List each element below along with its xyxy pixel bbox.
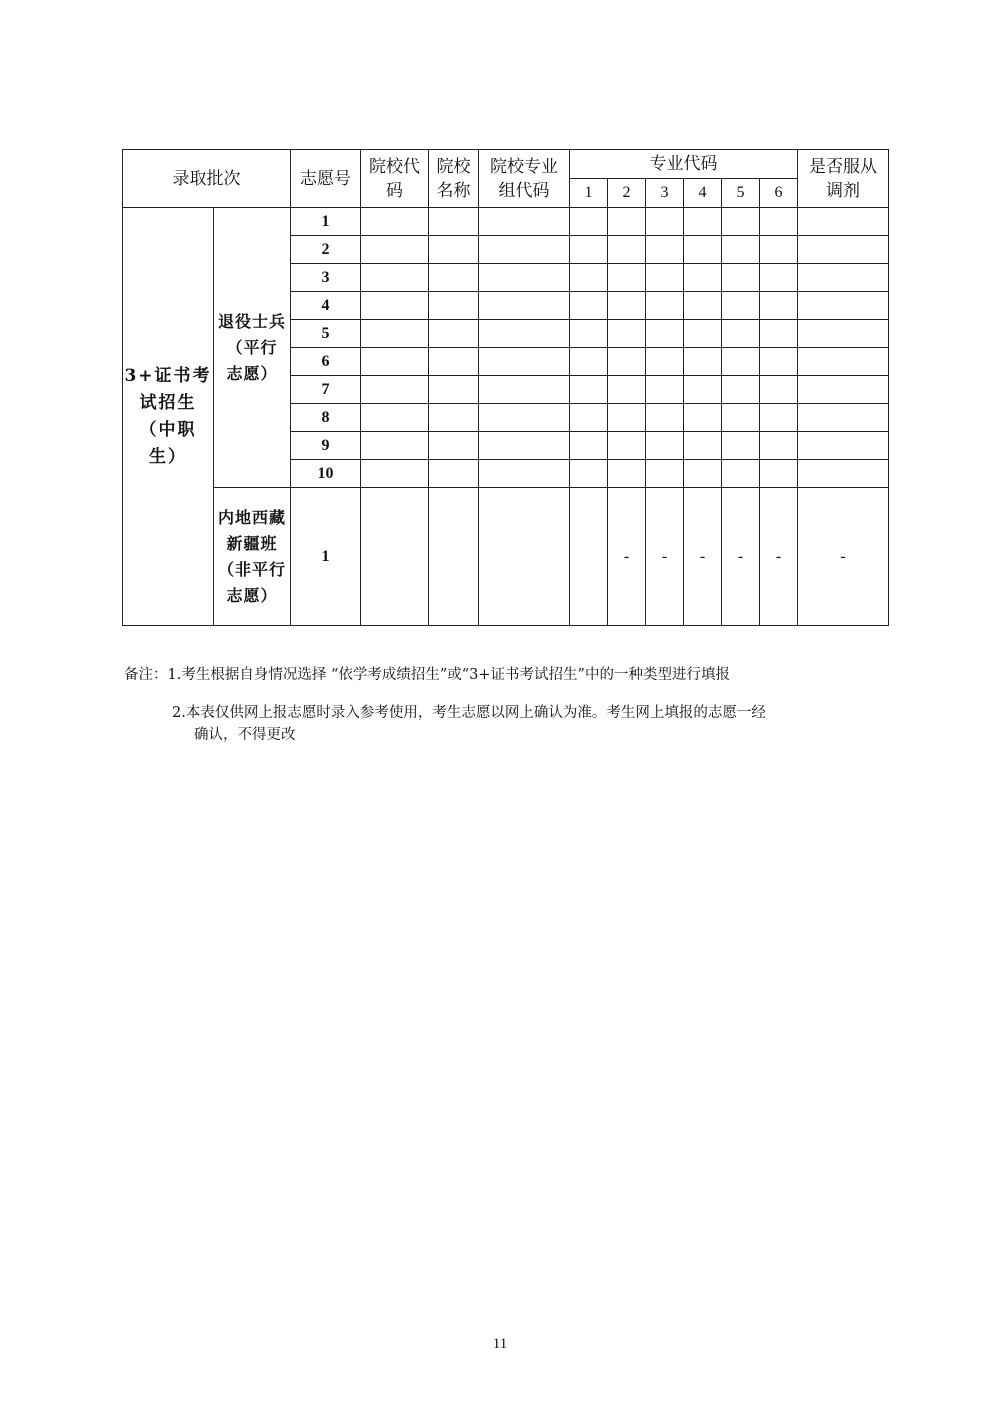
cell-input[interactable] — [570, 488, 608, 626]
major-subcol: 2 — [608, 179, 646, 208]
category-veterans: 退役士兵 （平行 志愿） — [214, 208, 291, 488]
cell-input[interactable] — [479, 404, 570, 432]
choice-number: 1 — [291, 488, 361, 626]
cell-input[interactable] — [429, 404, 479, 432]
major-subcol: 4 — [684, 179, 722, 208]
choice-number: 7 — [291, 376, 361, 404]
cell-input[interactable] — [361, 320, 429, 348]
cell-input[interactable] — [684, 292, 722, 320]
choice-number: 8 — [291, 404, 361, 432]
choice-number: 6 — [291, 348, 361, 376]
cell-input[interactable] — [479, 488, 570, 626]
cell-input[interactable] — [798, 264, 889, 292]
cell-input[interactable] — [646, 348, 684, 376]
header-school-code: 院校代 码 — [361, 150, 429, 208]
cell-input[interactable] — [570, 432, 608, 460]
cell-input[interactable] — [479, 208, 570, 236]
cell-input[interactable] — [361, 348, 429, 376]
major-subcol: 3 — [646, 179, 684, 208]
header-adjust: 是否服从 调剂 — [798, 150, 889, 208]
cell-input[interactable] — [361, 404, 429, 432]
cell-input[interactable] — [429, 264, 479, 292]
choice-number: 4 — [291, 292, 361, 320]
cell-input[interactable] — [361, 376, 429, 404]
cell-input[interactable] — [479, 292, 570, 320]
cell-input[interactable] — [722, 264, 760, 292]
cell-input[interactable] — [608, 404, 646, 432]
cell-input[interactable] — [479, 264, 570, 292]
cell-input[interactable] — [361, 432, 429, 460]
cell-input[interactable] — [798, 432, 889, 460]
application-form-table — [122, 149, 889, 626]
cell-input[interactable] — [684, 348, 722, 376]
cell-input[interactable] — [479, 236, 570, 264]
cell-input[interactable] — [570, 460, 608, 488]
cell-input[interactable] — [684, 432, 722, 460]
choice-number: 2 — [291, 236, 361, 264]
choice-number: 3 — [291, 264, 361, 292]
cell-input[interactable] — [646, 404, 684, 432]
cell-input[interactable] — [570, 208, 608, 236]
cell-input[interactable] — [479, 320, 570, 348]
cell-input[interactable] — [361, 264, 429, 292]
cell-input[interactable] — [722, 320, 760, 348]
cell-input[interactable] — [361, 208, 429, 236]
cell-input[interactable] — [684, 320, 722, 348]
cell-input[interactable] — [429, 208, 479, 236]
note-2-line-2: 确认，不得更改 — [194, 727, 296, 743]
cell-input[interactable] — [646, 208, 684, 236]
cell-input[interactable] — [608, 292, 646, 320]
choice-number: 1 — [291, 208, 361, 236]
cell-input[interactable] — [760, 460, 798, 488]
choice-number: 10 — [291, 460, 361, 488]
cell-input[interactable] — [722, 376, 760, 404]
cell-input[interactable] — [429, 488, 479, 626]
cell-input[interactable] — [608, 264, 646, 292]
cell-input[interactable] — [722, 460, 760, 488]
cell-input[interactable] — [570, 236, 608, 264]
cell-input[interactable] — [722, 348, 760, 376]
dash-cell: - — [684, 488, 722, 626]
cell-input[interactable] — [798, 236, 889, 264]
cell-input[interactable] — [608, 460, 646, 488]
cell-input[interactable] — [798, 292, 889, 320]
batch-label: 3+证书考 试招生 （中职 生） — [123, 208, 214, 626]
choice-number: 9 — [291, 432, 361, 460]
cell-input[interactable] — [760, 320, 798, 348]
cell-input[interactable] — [798, 376, 889, 404]
note-2-line-1: 2.本表仅供网上报志愿时录入参考使用，考生志愿以网上确认为准。考生网上填报的志愿一经 — [172, 705, 766, 721]
cell-input[interactable] — [608, 320, 646, 348]
cell-input[interactable] — [760, 348, 798, 376]
header-group-code: 院校专业 组代码 — [479, 150, 570, 208]
cell-input[interactable] — [646, 432, 684, 460]
cell-input[interactable] — [429, 432, 479, 460]
cell-input[interactable] — [722, 236, 760, 264]
cell-input[interactable] — [722, 292, 760, 320]
cell-input[interactable] — [608, 236, 646, 264]
cell-input[interactable] — [361, 236, 429, 264]
cell-input[interactable] — [429, 320, 479, 348]
page-number: 11 — [492, 1336, 508, 1352]
cell-input[interactable] — [722, 404, 760, 432]
cell-input[interactable] — [798, 348, 889, 376]
cell-input[interactable] — [798, 320, 889, 348]
cell-input[interactable] — [429, 236, 479, 264]
cell-input[interactable] — [570, 348, 608, 376]
dash-cell: - — [646, 488, 684, 626]
notes-section — [124, 664, 904, 746]
cell-input[interactable] — [684, 404, 722, 432]
cell-input[interactable] — [429, 376, 479, 404]
header-major-code: 专业代码 — [570, 150, 798, 179]
cell-input[interactable] — [684, 236, 722, 264]
cell-input[interactable] — [760, 404, 798, 432]
major-subcol: 1 — [570, 179, 608, 208]
cell-input[interactable] — [608, 348, 646, 376]
cell-input[interactable] — [646, 264, 684, 292]
cell-input[interactable] — [429, 460, 479, 488]
cell-input[interactable] — [646, 236, 684, 264]
cell-input[interactable] — [798, 460, 889, 488]
dash-cell: - — [798, 488, 889, 626]
cell-input[interactable] — [570, 404, 608, 432]
cell-input[interactable] — [646, 460, 684, 488]
cell-input[interactable] — [608, 376, 646, 404]
cell-input[interactable] — [684, 264, 722, 292]
cell-input[interactable] — [760, 376, 798, 404]
cell-input[interactable] — [684, 460, 722, 488]
cell-input[interactable] — [570, 320, 608, 348]
cell-input[interactable] — [760, 264, 798, 292]
cell-input[interactable] — [608, 208, 646, 236]
category-xinjiang: 内地西藏 新疆班 （非平行 志愿） — [214, 488, 291, 626]
cell-input[interactable] — [722, 432, 760, 460]
cell-input[interactable] — [798, 404, 889, 432]
cell-input[interactable] — [479, 348, 570, 376]
cell-input[interactable] — [646, 376, 684, 404]
cell-input[interactable] — [760, 208, 798, 236]
cell-input[interactable] — [361, 488, 429, 626]
header-batch: 录取批次 — [123, 150, 291, 208]
major-subcol: 6 — [760, 179, 798, 208]
cell-input[interactable] — [570, 376, 608, 404]
header-choice-no: 志愿号 — [291, 150, 361, 208]
major-subcol: 5 — [722, 179, 760, 208]
cell-input[interactable] — [429, 348, 479, 376]
cell-input[interactable] — [429, 292, 479, 320]
cell-input[interactable] — [646, 292, 684, 320]
cell-input[interactable] — [570, 264, 608, 292]
cell-input[interactable] — [570, 292, 608, 320]
cell-input[interactable] — [722, 208, 760, 236]
choice-number: 5 — [291, 320, 361, 348]
cell-input[interactable] — [479, 376, 570, 404]
cell-input[interactable] — [646, 320, 684, 348]
cell-input[interactable] — [361, 460, 429, 488]
header-school-name: 院校 名称 — [429, 150, 479, 208]
dash-cell: - — [722, 488, 760, 626]
note-1: 备注：1.考生根据自身情况选择 “依学考成绩招生”或“3+证书考试招生”中的一种类型进行填报 — [124, 667, 730, 683]
cell-input[interactable] — [361, 292, 429, 320]
cell-input[interactable] — [479, 432, 570, 460]
dash-cell: - — [760, 488, 798, 626]
cell-input[interactable] — [760, 292, 798, 320]
cell-input[interactable] — [760, 236, 798, 264]
cell-input[interactable] — [608, 432, 646, 460]
cell-input[interactable] — [684, 376, 722, 404]
cell-input[interactable] — [798, 208, 889, 236]
cell-input[interactable] — [760, 432, 798, 460]
cell-input[interactable] — [479, 460, 570, 488]
dash-cell: - — [608, 488, 646, 626]
cell-input[interactable] — [684, 208, 722, 236]
